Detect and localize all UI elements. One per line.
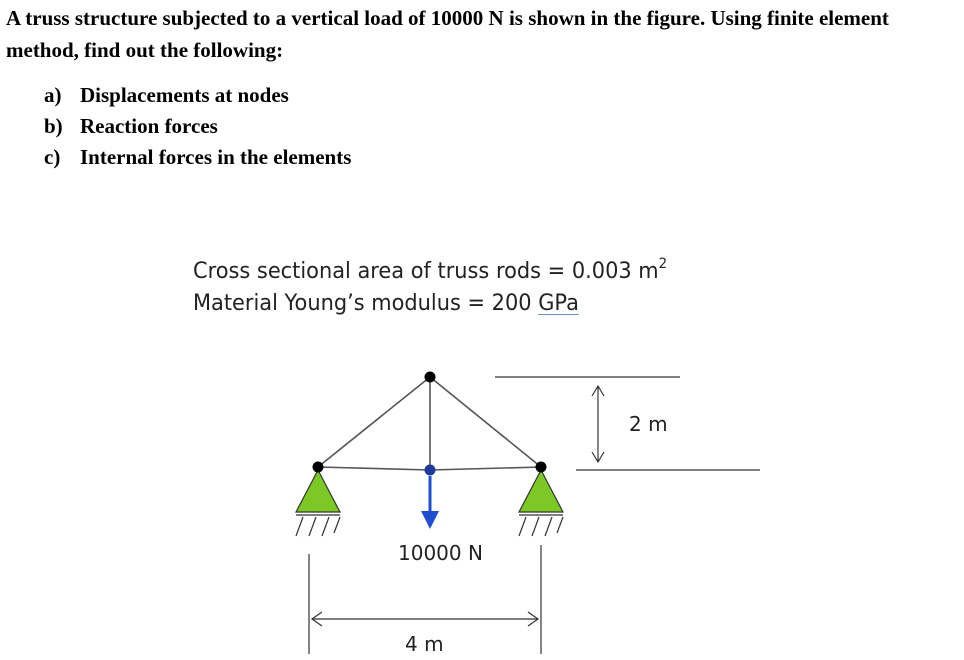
right-support: [519, 470, 563, 536]
span-label: 4 m: [405, 632, 444, 656]
area-text: Cross sectional area of truss rods = 0.003 m: [193, 259, 659, 284]
member-left-diagonal: [318, 377, 430, 467]
member-bottom-right: [430, 467, 541, 470]
question-text: Displacements at nodes: [80, 83, 289, 107]
load-label: 10000 N: [398, 541, 483, 565]
member-right-diagonal: [430, 377, 541, 467]
node-bottom-left: [313, 462, 324, 473]
area-exponent: 2: [658, 255, 668, 272]
question-label: a): [44, 83, 62, 107]
question-label: c): [44, 145, 61, 169]
question-label: b): [44, 114, 63, 138]
question-text: Internal forces in the elements: [80, 145, 352, 169]
left-support: [296, 470, 340, 536]
modulus-text: Material Young’s modulus = 200: [193, 291, 539, 316]
node-top: [425, 372, 436, 383]
right-support-triangle: [519, 470, 563, 512]
height-label: 2 m: [629, 412, 668, 436]
node-bottom-right: [536, 462, 547, 473]
left-support-triangle: [296, 470, 340, 512]
modulus-unit: GPa: [538, 291, 579, 316]
node-bottom-middle: [425, 465, 436, 476]
member-bottom-left: [318, 467, 430, 470]
question-text: Reaction forces: [80, 114, 218, 138]
problem-statement: A truss structure subjected to a vertical load of 10000 N is shown in the figure. Using finite element method, find out the following:: [6, 6, 889, 62]
